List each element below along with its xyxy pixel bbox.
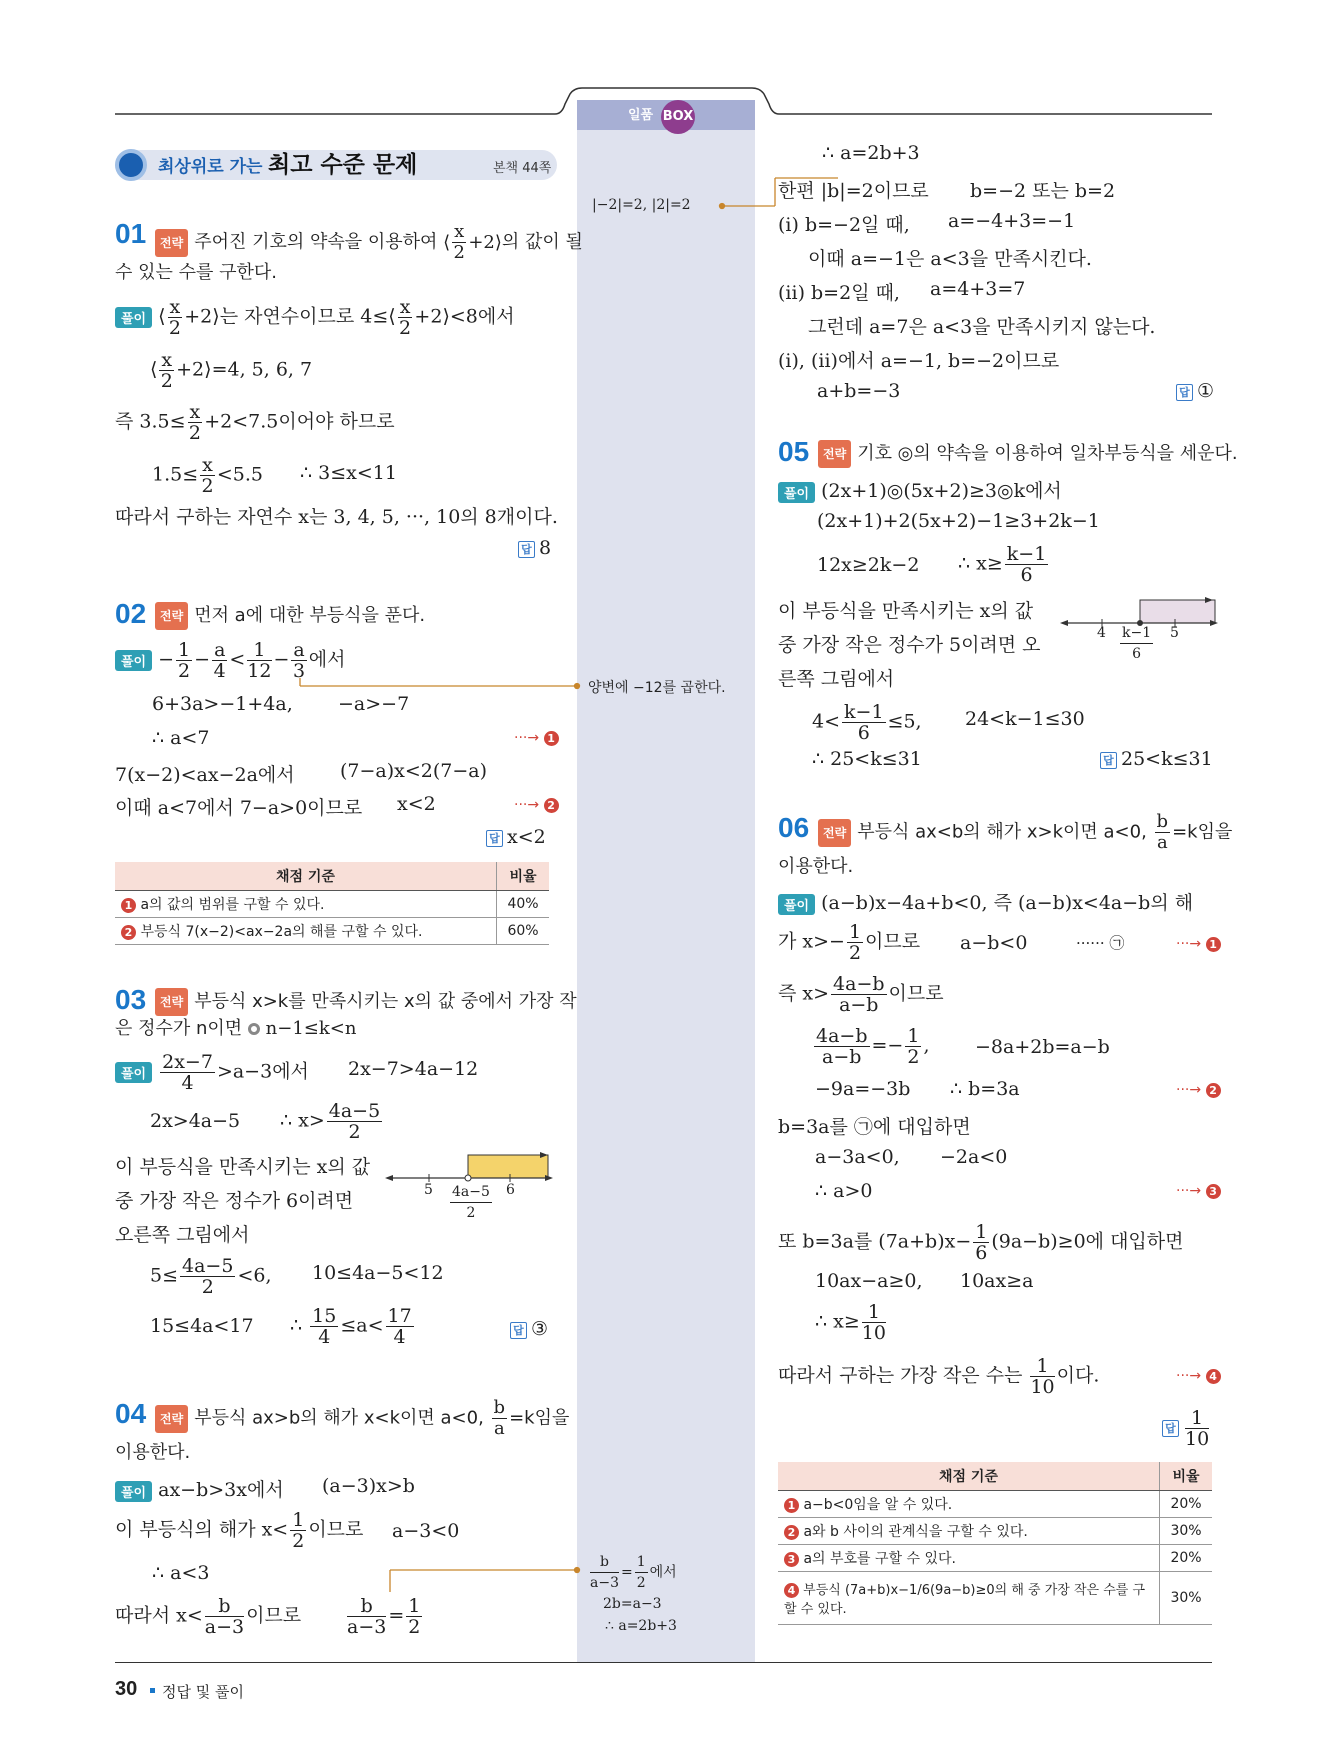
- p03-answer: 답 ③: [510, 1318, 548, 1340]
- p05-line3b: ∴ x≥ $\frac{k-1}{6}$: [958, 543, 1047, 586]
- step-marker-4: ···→ 4: [1176, 1368, 1221, 1384]
- p04c-line5: (ii) b=2일 때,: [778, 282, 900, 304]
- solution-tag: 풀이: [778, 482, 815, 503]
- page-number: 30: [115, 1678, 138, 1700]
- p03-strategy-b: 은 정수가 n이면 n−1≤k<n: [115, 1018, 357, 1039]
- problem-number-05: 05: [778, 436, 810, 467]
- p05-line8: ∴ 25<k≤31: [812, 748, 922, 770]
- solution-tag: 풀이: [115, 1481, 152, 1502]
- p01-strategy-c: 수 있는 수를 구한다.: [115, 262, 277, 283]
- p05-line7: 4< $\frac{k-1}{6}$ ≤5,: [812, 701, 922, 744]
- p04-line3: ∴ a<3: [152, 1562, 210, 1584]
- problem-number-03: 03: [115, 984, 147, 1015]
- p04c-line2b: b=−2 또는 b=2: [970, 180, 1116, 202]
- p06-line12: 따라서 구하는 가장 작은 수는 $\frac{1}{10}$ 이다.: [778, 1355, 1100, 1398]
- box-note-2: 양변에 −12를 곱한다.: [588, 680, 726, 696]
- p02-answer: 답 x<2: [486, 826, 546, 848]
- p04-strategy: 전략 부등식 ax>b의 해가 x<k이면 a<0, $\frac{b}{a}$ =k임을: [155, 1398, 569, 1439]
- strategy-tag: 전략: [155, 988, 188, 1016]
- p05-line3: 12x≥2k−2: [817, 554, 920, 576]
- page-ref: 본책 44쪽: [493, 161, 552, 176]
- ratio-header: 비율: [497, 862, 550, 891]
- p05-axis-right: 5: [1170, 625, 1179, 641]
- p03-line6: 5≤ $\frac{4a-5}{2}$ <6,: [150, 1255, 272, 1298]
- p02-line5b: x<2: [397, 793, 436, 815]
- step-marker-2: ···→ 2: [514, 797, 559, 813]
- p03-line4: 중 가장 작은 정수가 6이려면: [115, 1190, 354, 1212]
- p05-answer: 답 25<k≤31: [1100, 748, 1213, 770]
- p06-line7: a−3a<0,: [815, 1146, 900, 1168]
- table-row: 4 부등식 (7a+b)x−1/6(9a−b)≥0의 해 중 가장 작은 수를 구할 수 있다. 30%: [778, 1572, 1212, 1625]
- p01-strategy-b: 의 값이 될: [501, 231, 583, 253]
- p01-strategy: [155, 222, 583, 263]
- solution-tag: 풀이: [115, 650, 152, 671]
- criteria-header: 채점 기준: [778, 1462, 1160, 1491]
- solution-tag: 풀이: [115, 1062, 152, 1083]
- p02-line4: 7(x−2)<ax−2a에서: [115, 764, 295, 786]
- problem-number-02: 02: [115, 598, 147, 629]
- hint-icon: [248, 1023, 260, 1035]
- p04-strategy-c: 이용한다.: [115, 1442, 191, 1463]
- p01-line5: 따라서 구하는 자연수 x는 3, 4, 5, ···, 10의 8개이다.: [115, 506, 558, 528]
- p04c-line7: (i), (ii)에서 a=−1, b=−2이므로: [778, 350, 1060, 372]
- p02-line3: ∴ a<7: [152, 727, 210, 749]
- p03-axis-frac: $\frac{4a-5}{2}$: [452, 1184, 490, 1221]
- section-subtitle: 최상위로 가는: [158, 157, 263, 177]
- p04-line2c: a−3<0: [392, 1520, 460, 1542]
- p01-bracket-expr: ⟨ $\frac{x}{2}$ +2⟩: [443, 221, 502, 263]
- p01-line4: 1.5≤ $\frac{x}{2}$ <5.5: [152, 454, 263, 497]
- p06-line7b: −2a<0: [940, 1146, 1008, 1168]
- p05-axis-left: 4: [1097, 625, 1106, 641]
- p06-line6: b=3a를 ㉠에 대입하면: [778, 1116, 971, 1138]
- p04-line1: 풀이 ax−b>3x에서: [115, 1475, 284, 1502]
- p06-line8: ∴ a>0: [815, 1180, 873, 1202]
- p06-line3: 즉 x> $\frac{4a-b}{a-b}$ 이므로: [778, 973, 944, 1016]
- p06-strategy-c: 이용한다.: [778, 856, 854, 877]
- p04-line1b: (a−3)x>b: [322, 1475, 415, 1497]
- solution-tag: 풀이: [115, 307, 152, 328]
- p04c-line3b: a=−4+3=−1: [948, 210, 1076, 232]
- p06-line2c: a−b<0: [960, 932, 1028, 954]
- section-title: 최고 수준 문제: [268, 152, 418, 178]
- p03-line2b: ∴ x> $\frac{4a-5}{2}$: [280, 1100, 381, 1143]
- p01-line1: 풀이 ⟨ $\frac{x}{2}$ +2⟩는 자연수이므로 4≤⟨ $\frac{x}{2}$ +2⟩<8에서: [115, 297, 515, 338]
- p01-answer: 답 8: [518, 537, 551, 559]
- p06-line2: 가 x>− $\frac{1}{2}$ 이므로: [778, 921, 921, 964]
- p04c-line2: 한편 |b|=2이므로: [778, 180, 929, 202]
- step-marker-1: ···→ 1: [1176, 936, 1221, 952]
- table-row: 2 부등식 7(x−2)<ax−2a의 해를 구할 수 있다. 60%: [115, 918, 549, 945]
- criteria-header: 채점 기준: [115, 862, 497, 891]
- p05-line4: 이 부등식을 만족시키는 x의 값: [778, 600, 1034, 622]
- p06-line2d: ······ ㉠: [1076, 934, 1125, 952]
- p06-criteria-table: [778, 1462, 1212, 1625]
- solution-tag: 풀이: [778, 894, 815, 915]
- p06-answer: 답 $\frac{1}{10}$: [1162, 1408, 1211, 1449]
- p06-line5b: ∴ b=3a: [950, 1078, 1020, 1100]
- table-row: 1 a의 값의 범위를 구할 수 있다. 40%: [115, 891, 549, 918]
- step-marker-1: ···→ 1: [514, 730, 559, 746]
- p04c-line5b: a=4+3=7: [930, 278, 1026, 300]
- p03-line6c: 10≤4a−5<12: [312, 1262, 444, 1284]
- p04c-line3: (i) b=−2일 때,: [778, 214, 910, 236]
- box-badge: BOX: [661, 100, 695, 134]
- box-note-1: |−2|=2, |2|=2: [592, 197, 691, 213]
- problem-number-06: 06: [778, 812, 810, 843]
- p02-criteria-table: [115, 862, 549, 945]
- p03-line3: 이 부등식을 만족시키는 x의 값: [115, 1156, 371, 1178]
- problem-number-04: 04: [115, 1398, 147, 1429]
- box-note-3a: $\frac{b}{a-3}$ = $\frac{1}{2}$ 에서: [590, 1554, 677, 1591]
- p03-line1: 풀이 $\frac{2x-7}{4}$ >a−3에서: [115, 1052, 309, 1093]
- table-row: 3 a의 부호를 구할 수 있다. 20%: [778, 1545, 1212, 1572]
- box-note-3b: 2b=a−3: [603, 1596, 662, 1612]
- box-column: [577, 100, 755, 1662]
- p02-line4b: (7−a)x<2(7−a): [340, 760, 488, 782]
- p05-line1: 풀이 (2x+1)◎(5x+2)≥3◎k에서: [778, 476, 1062, 503]
- p01-line4c: ∴ 3≤x<11: [300, 462, 397, 484]
- p06-line4d: −8a+2b=a−b: [975, 1036, 1110, 1058]
- p05-strategy: 전략 기호 ◎의 약속을 이용하여 일차부등식을 세운다.: [818, 440, 1238, 468]
- p03-line7: 15≤4a<17: [150, 1315, 254, 1337]
- step-marker-2: ···→ 2: [1176, 1082, 1221, 1098]
- p04-line4: 따라서 x< $\frac{b}{a-3}$ 이므로: [115, 1595, 302, 1638]
- p05-line2: (2x+1)+2(5x+2)−1≥3+2k−1: [817, 510, 1100, 532]
- ratio-header: 비율: [1160, 1462, 1213, 1491]
- p03-axis-right: 6: [506, 1182, 515, 1198]
- strategy-tag: 전략: [818, 819, 851, 847]
- p05-line5: 중 가장 작은 정수가 5이려면 오: [778, 634, 1041, 656]
- p04-answer: 답 ①: [1176, 380, 1214, 402]
- p03-line2: 2x>4a−5: [150, 1110, 241, 1132]
- strategy-tag: 전략: [155, 1405, 188, 1433]
- p03-line5: 오른쪽 그림에서: [115, 1224, 250, 1246]
- p05-axis-frac: $\frac{k-1}{6}$: [1122, 625, 1152, 662]
- strategy-tag: 전략: [155, 602, 188, 630]
- section-bullet-icon: [115, 149, 147, 181]
- p01-line3: 즉 3.5≤ $\frac{x}{2}$ +2<7.5이어야 하므로: [115, 401, 395, 444]
- p06-line10: 10ax−a≥0,: [815, 1270, 923, 1292]
- answer-icon: 답: [518, 541, 535, 558]
- step-marker-3: ···→ 3: [1176, 1183, 1221, 1199]
- p05-line7c: 24<k−1≤30: [965, 708, 1085, 730]
- p01-strategy-a: 주어진 기호의 약속을 이용하여: [194, 231, 438, 253]
- p05-line6: 른쪽 그림에서: [778, 668, 895, 690]
- p03-line1c: 2x−7>4a−12: [348, 1058, 479, 1080]
- table-row: 1 a−b<0임을 알 수 있다. 20%: [778, 1491, 1212, 1518]
- p06-line4: $\frac{4a-b}{a-b}$ =− $\frac{1}{2}$ ,: [816, 1025, 930, 1068]
- p01-line2: ⟨ $\frac{x}{2}$ +2⟩=4, 5, 6, 7: [150, 349, 313, 392]
- p04-line2: 이 부등식의 해가 x< $\frac{1}{2}$ 이므로: [115, 1509, 364, 1552]
- p02-line2b: −a>−7: [338, 693, 410, 715]
- p04c-line6: 그런데 a=7은 a<3을 만족시키지 않는다.: [808, 316, 1156, 338]
- p06-line11: ∴ x≥ $\frac{1}{10}$: [815, 1301, 886, 1344]
- footer-dot-icon: [150, 1688, 155, 1693]
- box-label: 일품: [628, 108, 654, 123]
- strategy-tag: 전략: [155, 229, 188, 257]
- p02-strategy: 전략 먼저 a에 대한 부등식을 푼다.: [155, 602, 425, 630]
- p06-line5: −9a=−3b: [815, 1078, 911, 1100]
- p04c-line8: a+b=−3: [817, 380, 901, 402]
- table-row: 2 a와 b 사이의 관계식을 구할 수 있다. 30%: [778, 1518, 1212, 1545]
- footer-title: 정답 및 풀이: [162, 1683, 244, 1701]
- p06-line1: 풀이 (a−b)x−4a+b<0, 즉 (a−b)x<4a−b의 해: [778, 888, 1193, 915]
- problem-number-01: 01: [115, 218, 147, 249]
- p02-line5: 이때 a<7에서 7−a>0이므로: [115, 797, 363, 819]
- p04-line4c: $\frac{b}{a-3}$ = $\frac{1}{2}$: [347, 1595, 421, 1638]
- p03-strategy: 전략 부등식 x>k를 만족시키는 x의 값 중에서 가장 작: [155, 988, 577, 1016]
- p02-line1: 풀이 − $\frac{1}{2}$ − $\frac{a}{4}$ < $\frac{1}{12}$ − $\frac{a}{3}$ 에서: [115, 640, 345, 681]
- p02-line2: 6+3a>−1+4a,: [152, 693, 293, 715]
- p06-line9: 또 b=3a를 (7a+b)x− $\frac{1}{6}$ (9a−b)≥0에 대입하면: [778, 1221, 1184, 1264]
- p06-strategy: 전략 부등식 ax<b의 해가 x>k이면 a<0, $\frac{b}{a}$ =k임을: [818, 812, 1232, 853]
- p04c-line4: 이때 a=−1은 a<3을 만족시킨다.: [808, 248, 1092, 270]
- p06-line10b: 10ax≥a: [960, 1270, 1034, 1292]
- box-note-3c: ∴ a=2b+3: [605, 1618, 677, 1634]
- p03-line7b: ∴ $\frac{15}{4}$ ≤a< $\frac{17}{4}$: [290, 1305, 412, 1348]
- footer-rule: [115, 1662, 1212, 1663]
- p03-axis-left: 5: [424, 1182, 433, 1198]
- p04c-line1: ∴ a=2b+3: [822, 142, 920, 164]
- strategy-tag: 전략: [818, 440, 851, 468]
